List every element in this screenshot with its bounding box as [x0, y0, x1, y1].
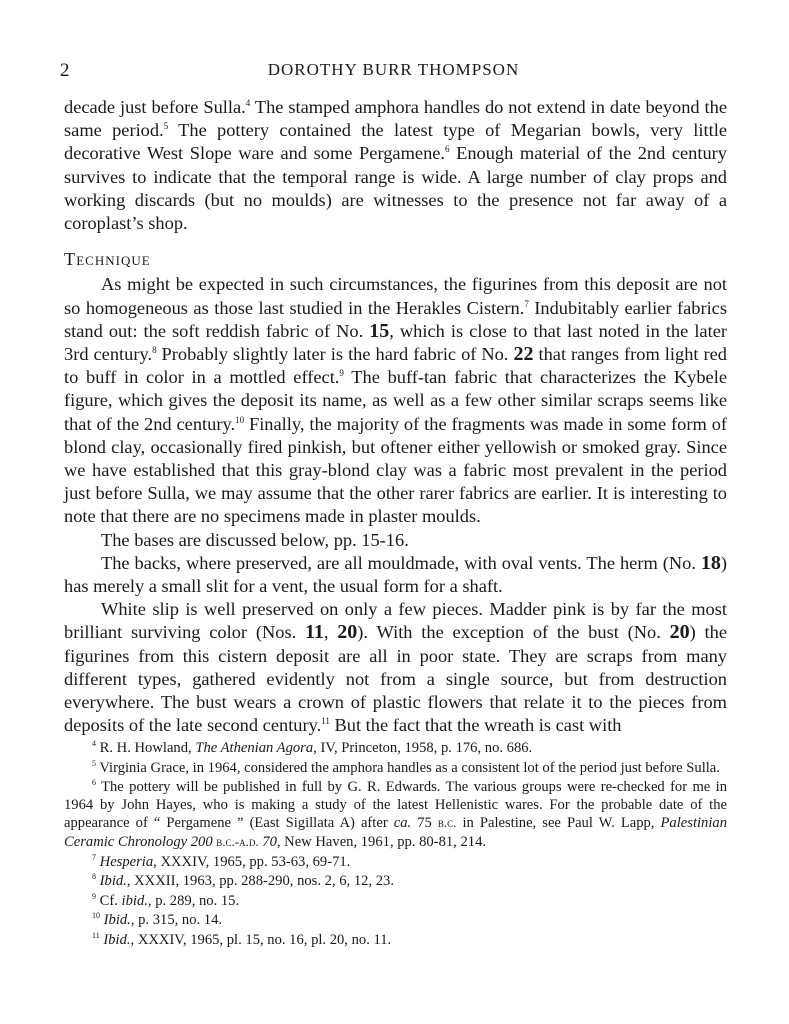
footnote-7	[64, 854, 727, 872]
footnote-ref: 4	[245, 97, 251, 108]
catalogue-number: 11	[305, 621, 324, 644]
italic-title: 70	[258, 833, 277, 850]
catalogue-number: 18	[700, 551, 721, 574]
text-run: Cf.	[96, 892, 122, 909]
text-run: ) has merely a small slit for a vent, the usual form for a shaft.	[64, 552, 727, 597]
italic-title: Hesperia	[99, 853, 154, 870]
footnote-ref: 8	[152, 344, 157, 355]
text-run: , XXXIV, 1965, pl. 15, no. 16, pl. 20, no. 11.	[130, 931, 392, 948]
section-heading-technique: Technique	[64, 249, 151, 270]
text-run: , which is close to that last noted in the later 3rd century.	[64, 320, 727, 365]
paragraph-intro	[64, 96, 727, 235]
text-run: , New Haven, 1961, pp. 80-81, 214.	[276, 833, 487, 850]
text-run: But the fact that the wreath is cast with	[329, 715, 622, 736]
footnote-ref: 9	[339, 368, 344, 379]
footnote-10	[64, 912, 727, 930]
text-run: , p. 315, no. 14.	[130, 912, 223, 929]
footnote-number: 4	[92, 739, 96, 749]
paragraph-backs	[64, 552, 727, 598]
text-run: The buff-tan fabric that characterizes the Kybele figure, which gives the deposit its name, as well as a few other similar scraps seems like that of the 2nd century.	[64, 367, 727, 434]
footnote-5	[64, 760, 727, 778]
italic-title: Palestinian Ceramic Chronology 200	[64, 815, 727, 850]
catalogue-number: 15	[369, 319, 390, 342]
text-run: 75	[411, 815, 438, 832]
italic-abbrev: ibid.	[121, 892, 148, 909]
italic-abbrev: Ibid.	[103, 931, 131, 948]
main-text	[64, 96, 727, 737]
footnote-number: 8	[92, 872, 96, 882]
footnote-number: 6	[92, 778, 96, 788]
text-run: Indubitably earlier fabrics stand out: the soft reddish fabric of No.	[64, 297, 727, 341]
paragraph-bases: The bases are discussed below, pp. 15-16.	[101, 529, 409, 550]
italic-title: The Athenian Agora	[195, 740, 314, 756]
text-run: ,	[323, 622, 338, 643]
era-abbrev: b.c.-a.d.	[216, 833, 259, 849]
text-run: in Palestine, see Paul W. Lapp,	[456, 815, 661, 832]
footnote-number: 5	[92, 758, 96, 768]
text-run: The pottery will be published in full by G. R. Edwards. The various groups were re-checked for me in 1964 by John Hayes, who is making a study of the latest Hellenistic wares. For the probable date of the appearance of “ Pergamene ” (East Sigillata A) after	[64, 779, 727, 832]
text-run: Enough material of the 2nd century survives to indicate that the temporal range is wide. A large number of clay props and working discards (but no moulds) are witnesses to the presence not far away of a coroplast’s shop.	[64, 143, 728, 234]
text-run: The backs, where preserved, are all mouldmade, with oval vents. The herm (No.	[101, 552, 701, 573]
footnote-ref: 6	[445, 144, 450, 155]
footnote-11	[64, 932, 727, 950]
text-run: As might be expected in such circumstances, the figurines from this deposit are not so homogeneous as those last studied in the Herakles Cistern.	[64, 274, 727, 318]
text-run: , IV, Princeton, 1958, p. 176, no. 686.	[313, 740, 533, 756]
text-run: The stamped amphora handles do not extend in date beyond the same period.	[64, 97, 727, 141]
footnote-number: 9	[92, 891, 96, 901]
footnote-number: 10	[92, 911, 100, 921]
catalogue-number: 20	[669, 621, 690, 644]
running-head: DOROTHY BURR THOMPSON	[267, 60, 520, 79]
italic-abbrev: ca.	[393, 815, 412, 832]
page-header	[60, 60, 727, 84]
catalogue-number: 22	[513, 343, 534, 366]
italic-abbrev: Ibid.	[99, 873, 127, 890]
italic-abbrev: Ibid.	[103, 912, 131, 929]
footnotes	[64, 740, 727, 952]
text-run: Virginia Grace, in 1964, considered the amphora handles as a consistent lot of the period just before Sulla.	[96, 759, 720, 776]
footnote-number: 11	[92, 931, 100, 941]
footnote-6	[64, 779, 727, 851]
text-run: Probably slightly later is the hard fabric of No.	[156, 344, 514, 365]
footnote-ref: 10	[235, 414, 245, 425]
text-run: ) the figurines from this cistern deposit are all in poor state. They are scraps from many different types, gathered evidently not from a single source, but from destruction everywhere. The bust wears a crown of plastic flowers that relate it to the pieces from deposits of the late second century.	[64, 622, 727, 736]
text-run: White slip is well preserved on only a few pieces. Madder pink is by far the most brilliant surviving color (Nos.	[64, 599, 727, 643]
footnote-4	[64, 740, 727, 758]
text-run: Finally, the majority of the fragments was made in some form of blond clay, occasionally fired pinkish, but oftener either yellowish or smoked gray. Since we have established that this gray-blond clay was a fabric most prevalent in the period just before Sulla, we may assume that the other rarer fabrics are earlier. It is interesting to note that there are no specimens made in plaster moulds.	[64, 413, 728, 527]
text-run: R. H. Howland,	[96, 740, 196, 756]
page-number: 2	[60, 60, 70, 81]
catalogue-number: 20	[337, 621, 358, 644]
footnote-ref: 5	[163, 121, 169, 132]
paragraph-slip	[64, 598, 727, 737]
era-abbrev: b.c.	[437, 815, 457, 831]
text-run: , XXXIV, 1965, pp. 53-63, 69-71.	[153, 853, 351, 870]
text-run: The pottery contained the latest type of Megarian bowls, very little decorative West Slope ware and some Pergamene.	[64, 120, 727, 164]
text-run: ). With the exception of the bust (No.	[357, 622, 670, 643]
footnote-8	[64, 873, 727, 891]
text-run: decade just before Sulla.	[64, 97, 246, 117]
footnote-9	[64, 893, 727, 911]
footnote-ref: 11	[321, 716, 330, 727]
footnote-number: 7	[92, 852, 96, 862]
text-run: that ranges from light red to buff in color in a mottled effect.	[64, 344, 727, 388]
text-run: , p. 289, no. 15.	[147, 892, 240, 909]
footnote-ref: 7	[524, 298, 529, 309]
text-run: , XXXII, 1963, pp. 288-290, nos. 2, 6, 12, 23.	[126, 873, 394, 890]
paragraph-fabrics	[64, 273, 727, 528]
